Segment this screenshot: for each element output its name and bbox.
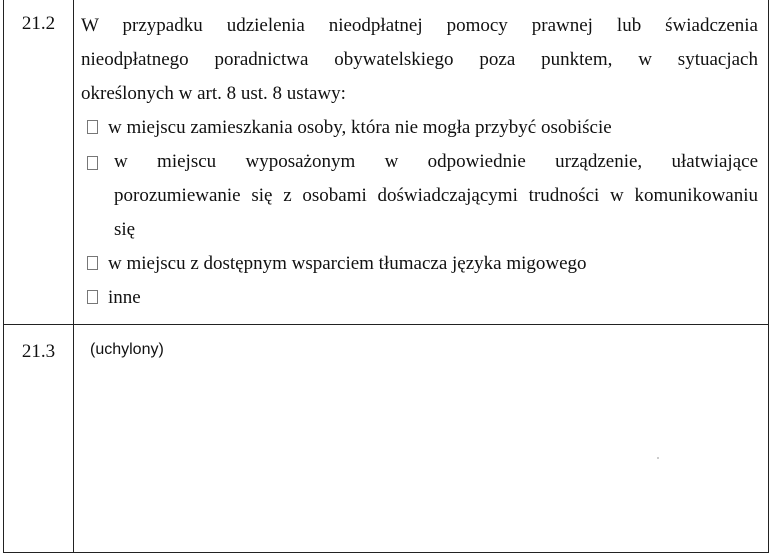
question-text: [81, 0, 758, 111]
question-line-2: nieodpłatnego poradnictwa obywatelskiego poza punktem, w sytuacjach: [81, 49, 758, 70]
checkbox[interactable]: [87, 156, 98, 170]
option-label-line-1: w miejscu wyposażonym w odpowiednie urządzenie, ułatwiające: [114, 151, 758, 172]
checkbox[interactable]: [87, 120, 98, 134]
option-label: w miejscu zamieszkania osoby, która nie mogła przybyć osobiście: [108, 117, 612, 138]
repealed-text: (uchylony): [90, 341, 164, 358]
option-label: inne: [108, 287, 141, 308]
table-row-21-2: [4, 0, 768, 325]
scan-speck: [657, 457, 659, 459]
option-label-line-3: się: [114, 219, 136, 240]
option-label: w miejscu z dostępnym wsparciem tłumacza języka migowego: [108, 253, 587, 274]
option-label-line-2: porozumiewanie się z osobami doświadczającymi trudności w komunikowaniu: [114, 185, 758, 206]
option-home[interactable]: [81, 111, 758, 145]
question-line-1: W przypadku udzielenia nieodpłatnej pomocy prawnej lub świadczenia: [81, 15, 758, 36]
table-row-21-3: [4, 325, 768, 552]
row-number: 21.3: [4, 325, 74, 552]
row-content: [81, 0, 758, 315]
form-table: [3, 0, 769, 553]
option-equipped-place[interactable]: [81, 145, 758, 247]
option-sign-language[interactable]: [81, 247, 758, 281]
row-number: 21.2: [4, 0, 74, 324]
option-other[interactable]: [81, 281, 758, 315]
checkbox[interactable]: [87, 290, 98, 304]
question-line-3: określonych w art. 8 ust. 8 ustawy:: [81, 83, 346, 104]
checkbox[interactable]: [87, 256, 98, 270]
